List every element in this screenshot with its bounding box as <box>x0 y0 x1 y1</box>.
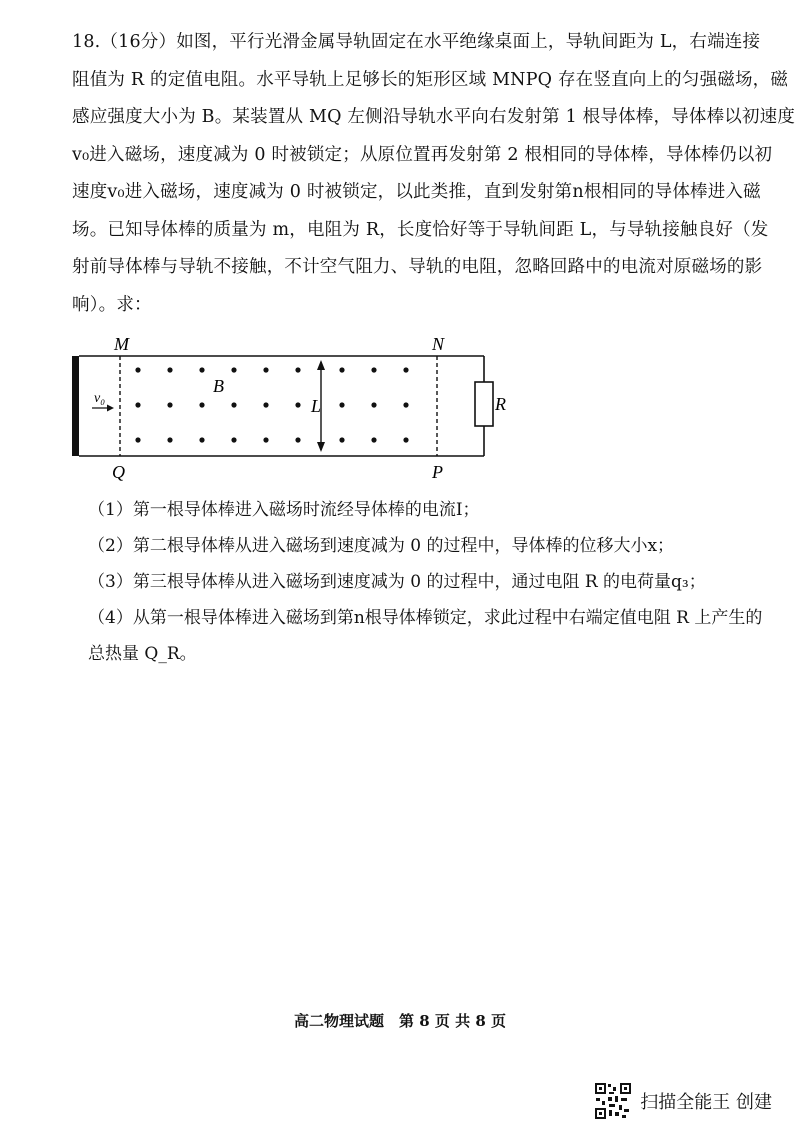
field-dot <box>371 367 376 372</box>
field-dot <box>167 367 172 372</box>
field-dot <box>339 402 344 407</box>
problem-line: 响）。求： <box>72 294 152 315</box>
field-dot <box>231 367 236 372</box>
problem-line: 速度v₀进入磁场，速度减为 0 时被锁定，以此类推，直到发射第n根相同的导体棒进入磁 <box>72 182 761 202</box>
question-4-continued: 总热量 Q_R。 <box>88 644 197 664</box>
label-L: L <box>311 396 322 416</box>
label-N: N <box>432 334 445 354</box>
scanner-watermark <box>594 1086 772 1116</box>
problem-line: v₀进入磁场，速度减为 0 时被锁定；从原位置再发射第 2 根相同的导体棒，导体棒仍以初 <box>72 144 773 165</box>
field-dot <box>135 402 140 407</box>
field-dot <box>263 437 268 442</box>
field-dot <box>135 437 140 442</box>
question-3: （3）第三根导体棒从进入磁场到速度减为 0 的过程中，通过电阻 R 的电荷量q₃； <box>88 572 706 592</box>
problem-line: 感应强度大小为 B。某装置从 MQ 左侧沿导轨水平向右发射第 1 根导体棒，导体棒以初速度 <box>72 107 796 127</box>
label-B: B <box>213 376 224 396</box>
field-dot <box>231 437 236 442</box>
question-4: （4）从第一根导体棒进入磁场到第n根导体棒锁定，求此过程中右端定值电阻 R 上产生的 <box>88 608 763 628</box>
field-dot <box>167 437 172 442</box>
page-footer: 高二物理试题 第 8 页 共 8 页 <box>294 1012 506 1030</box>
problem-statement <box>72 24 796 324</box>
magnetic-field-dots <box>135 367 408 442</box>
resistor <box>475 382 493 426</box>
qr-code-icon <box>594 1082 632 1120</box>
problem-line: 射前导体棒与导轨不接触，不计空气阻力、导轨的电阻，忽略回路中的电流对原磁场的影 <box>72 257 763 277</box>
field-dot <box>295 402 300 407</box>
label-Q: Q <box>112 462 125 482</box>
field-dot <box>371 437 376 442</box>
launcher-bar <box>72 356 79 456</box>
field-dot <box>295 367 300 372</box>
field-dot <box>339 367 344 372</box>
field-dot <box>263 367 268 372</box>
field-dot <box>199 402 204 407</box>
rail-diagram <box>72 332 512 482</box>
arrow-head-up <box>317 360 325 370</box>
question-1: （1）第一根导体棒进入磁场时流经导体棒的电流I； <box>88 500 480 520</box>
field-dot <box>167 402 172 407</box>
watermark-text: 扫描全能王 创建 <box>640 1092 772 1113</box>
field-dot <box>371 402 376 407</box>
field-dot <box>403 367 408 372</box>
field-dot <box>199 437 204 442</box>
label-R: R <box>495 394 506 414</box>
field-dot <box>199 367 204 372</box>
label-P: P <box>432 462 443 482</box>
question-2: （2）第二根导体棒从进入磁场到速度减为 0 的过程中，导体棒的位移大小x； <box>88 536 675 556</box>
question-list <box>88 492 763 672</box>
velocity-arrow-head <box>107 405 114 412</box>
arrow-head-down <box>317 442 325 452</box>
label-v0: v₀ <box>94 391 106 406</box>
problem-line: 18.（16分）如图，平行光滑金属导轨固定在水平绝缘桌面上，导轨间距为 L，右端连接 <box>72 32 761 52</box>
field-dot <box>339 437 344 442</box>
field-dot <box>135 367 140 372</box>
field-dot <box>263 402 268 407</box>
problem-line: 阻值为 R 的定值电阻。水平导轨上足够长的矩形区域 MNPQ 存在竖直向上的匀强磁场，磁 <box>72 69 789 90</box>
field-dot <box>403 437 408 442</box>
label-M: M <box>114 334 129 354</box>
field-dot <box>231 402 236 407</box>
problem-line: 场。已知导体棒的质量为 m，电阻为 R，长度恰好等于导轨间距 L，与导轨接触良好（发 <box>72 219 769 240</box>
field-dot <box>295 437 300 442</box>
field-dot <box>403 402 408 407</box>
